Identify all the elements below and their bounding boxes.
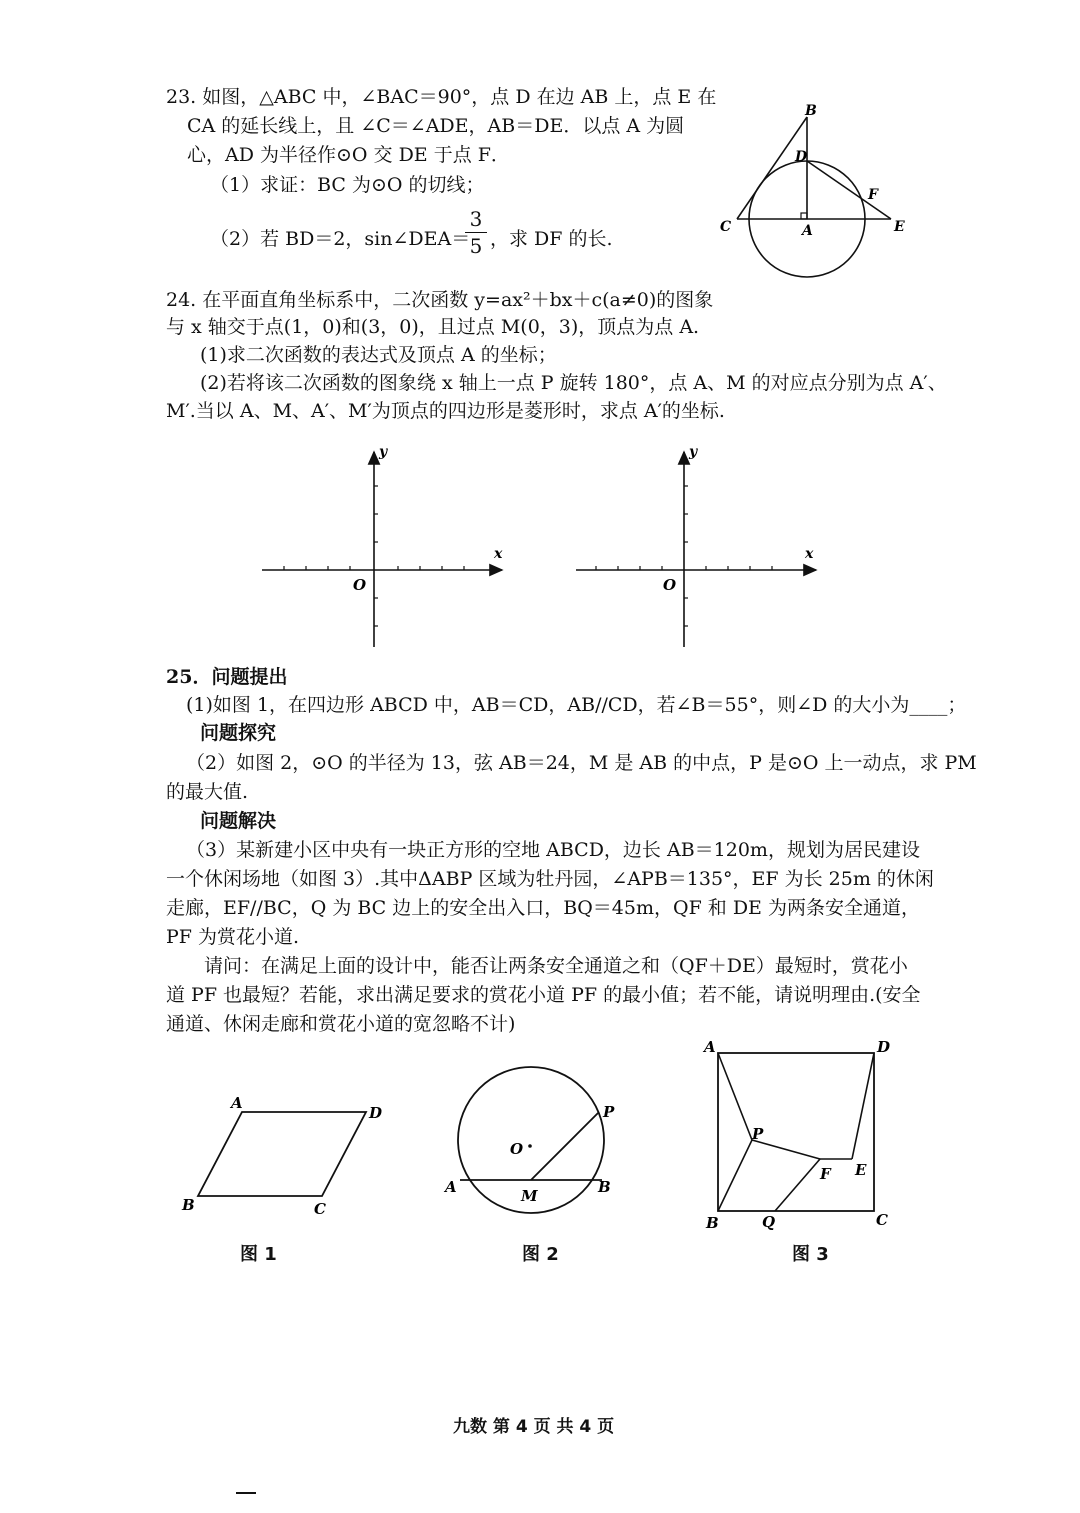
q25-title: 25．问题提出 (166, 666, 288, 688)
q23-label-f: F (868, 187, 878, 203)
fig2-caption: 图 2 (522, 1244, 559, 1265)
q24-part2-line1: (2)若将该二次函数的图象绕 x 轴上一点 P 旋转 180°，点 A、M 的对应点分别为点 A′、 (200, 372, 947, 394)
q23-segment-de (807, 161, 891, 219)
fig3-label-f: F (820, 1165, 831, 1183)
q25-part3-line3: 走廊，EF//BC，Q 为 BC 边上的安全出入口，BQ＝45m，QF 和 DE 为两条安全通道， (166, 897, 920, 919)
q23-line1: 23. 如图，△ABC 中，∠BAC＝90°，点 D 在边 AB 上，点 E 在 (166, 86, 717, 108)
fig3-segment-bp (718, 1140, 752, 1211)
fig3-label-a: A (704, 1038, 716, 1056)
fig1-label-a: A (231, 1094, 243, 1112)
q23-line3: 心，AD 为半径作⊙O 交 DE 于点 F． (187, 144, 510, 166)
fig3-label-q: Q (762, 1213, 776, 1231)
q23-fraction (465, 208, 487, 257)
q23-figure (715, 95, 915, 295)
origin-label: O (353, 576, 367, 594)
fig1-label-d: D (369, 1104, 383, 1122)
q25-part3-line4: PF 为赏花小道. (166, 926, 300, 948)
q24-line1: 24. 在平面直角坐标系中，二次函数 y=ax²＋bx＋c(a≠0)的图象 (166, 289, 714, 311)
q25-ask-line1: 请问：在满足上面的设计中，能否让两条安全通道之和（QF＋DE）最短时，赏花小 (204, 955, 908, 977)
q23-fraction-numerator: 3 (469, 207, 483, 231)
q23-part2-prefix: （2）若 BD＝2，sin∠DEA＝ (210, 228, 471, 250)
q23-label-b: B (805, 103, 817, 119)
q23-right-angle-mark (801, 213, 807, 219)
q23-segment-bc (737, 117, 807, 219)
q25-ask-line3: 通道、休闲走廊和赏花小道的宽忽略不计) (166, 1013, 516, 1035)
fig1-label-c: C (314, 1200, 326, 1218)
stray-mark (236, 1492, 256, 1494)
q25-ask-line2: 道 PF 也最短？若能，求出满足要求的赏花小道 PF 的最小值；若不能，请说明理由.(安全 (166, 984, 921, 1006)
q23-label-e: E (894, 219, 905, 235)
q25-figure3 (700, 1035, 900, 1235)
q25-part1: (1)如图 1，在四边形 ABCD 中，AB＝CD，AB//CD，若∠B＝55°，则∠D 的大小为____； (186, 694, 967, 716)
q23-part2-suffix: ，求 DF 的长. (490, 228, 613, 250)
fig3-segment-ap (718, 1053, 752, 1140)
fig3-caption: 图 3 (792, 1244, 829, 1265)
q25-part2-line1: （2）如图 2，⊙O 的半径为 13，弦 AB＝24，M 是 AB 的中点，P 是⊙O 上一动点，求 PM (186, 752, 977, 774)
q23-part1: （1）求证：BC 为⊙O 的切线； (210, 174, 485, 196)
fig2-label-m: M (521, 1187, 538, 1205)
y-axis-label: y (689, 444, 698, 460)
q24-line2: 与 x 轴交于点(1，0)和(3，0)，且过点 M(0，3)，顶点为点 A. (166, 316, 700, 338)
fig1-caption: 图 1 (240, 1244, 277, 1265)
fig2-label-a: A (445, 1178, 457, 1196)
fig3-label-e: E (855, 1161, 867, 1179)
q25-figure1 (178, 1090, 388, 1220)
fig3-segment-de (852, 1053, 874, 1159)
q23-line2: CA 的延长线上，且 ∠C＝∠ADE，AB＝DE．以点 A 为圆 (187, 115, 685, 137)
q25-part3-line2: 一个休闲场地（如图 3）.其中ΔABP 区域为牡丹园，∠APB＝135°，EF 为长 25m 的休闲 (166, 868, 934, 890)
q24-axes-left (258, 442, 508, 652)
parallelogram (198, 1112, 366, 1196)
q23-label-a: A (802, 223, 813, 239)
q24-axes-right (572, 442, 822, 652)
fig3-label-p: P (752, 1125, 764, 1143)
fig3-label-b: B (706, 1214, 719, 1232)
fig3-label-d: D (877, 1038, 891, 1056)
x-axis-label: x (494, 546, 503, 562)
q23-label-d: D (795, 149, 808, 165)
q23-label-c: C (720, 219, 732, 235)
q23-fraction-bar (465, 232, 487, 233)
fig2-label-b: B (598, 1178, 611, 1196)
y-axis-label: y (379, 444, 388, 460)
q25-part2-line2: 的最大值. (166, 781, 249, 803)
x-axis-label: x (805, 546, 814, 562)
fig2-center-dot (528, 1144, 532, 1148)
q23-fraction-denominator: 5 (469, 234, 483, 258)
fig2-label-p: P (603, 1103, 615, 1121)
fig2-segment-pm (531, 1112, 599, 1180)
q25-part3-line1: （3）某新建小区中央有一块正方形的空地 ABCD，边长 AB＝120m，规划为居民建设 (186, 839, 920, 861)
fig2-label-o: O (510, 1140, 524, 1158)
q25-figure2 (444, 1070, 634, 1220)
q24-part1: (1)求二次函数的表达式及顶点 A 的坐标； (200, 344, 557, 366)
q25-heading3: 问题解决 (200, 810, 277, 832)
fig3-segment-qf (775, 1159, 820, 1211)
q24-part2-line2: M′.当以 A、M、A′、M′为顶点的四边形是菱形时，求点 A′的坐标. (166, 400, 725, 422)
fig1-label-b: B (182, 1196, 195, 1214)
q25-heading2: 问题探究 (200, 722, 277, 744)
origin-label: O (663, 576, 677, 594)
page-footer: 九数 第 4 页 共 4 页 (453, 1417, 615, 1437)
fig3-label-c: C (876, 1211, 888, 1229)
